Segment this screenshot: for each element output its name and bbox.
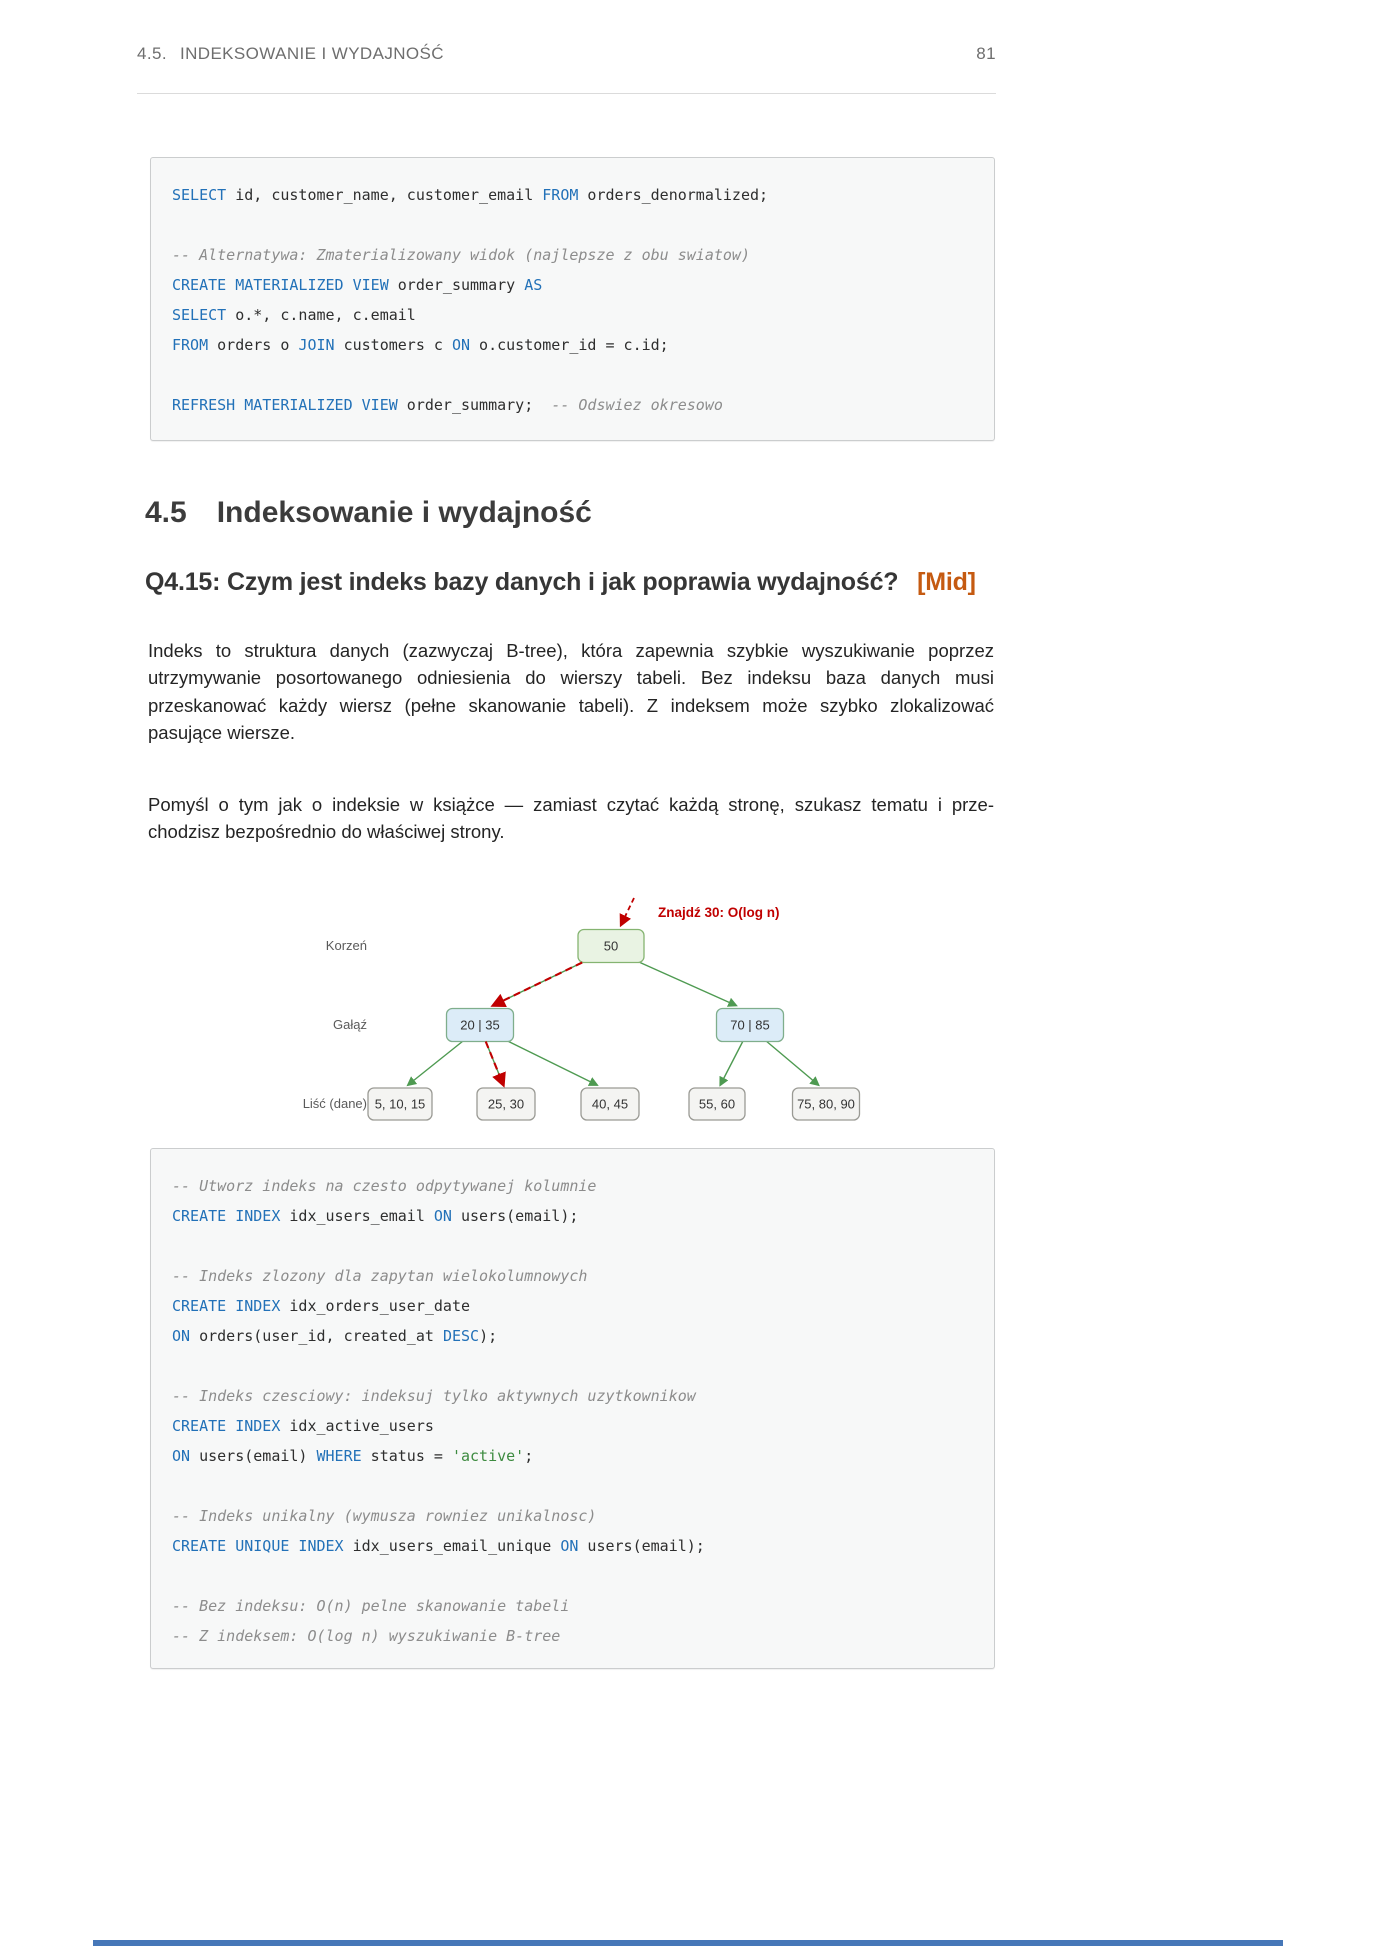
code-line: CREATE UNIQUE INDEX idx_users_email_unique ON users(email); xyxy=(172,1537,705,1555)
search-complexity-annotation: Znajdź 30: O(log n) xyxy=(658,905,780,920)
code-line xyxy=(172,1561,976,1591)
paragraph-line: chodzisz bezpośrednio do właściwej strony. xyxy=(148,821,505,843)
code-line: CREATE INDEX idx_users_email ON users(email); xyxy=(172,1207,579,1225)
btree-node-root xyxy=(578,930,644,963)
question-heading xyxy=(145,568,976,597)
code-line: -- Indeks zlozony dla zapytan wielokolumnowych xyxy=(172,1267,588,1285)
code-line: FROM orders o JOIN customers c ON o.customer_id = c.id; xyxy=(172,336,669,354)
btree-node-l3 xyxy=(581,1088,639,1120)
btree-node-l4 xyxy=(689,1088,745,1120)
code-line: ON orders(user_id, created_at DESC); xyxy=(172,1327,498,1345)
code-line xyxy=(172,1351,976,1381)
header-section xyxy=(137,44,444,64)
section-heading-number: 4.5 xyxy=(145,496,187,529)
svg-text:20 | 35: 20 | 35 xyxy=(460,1017,500,1033)
running-header xyxy=(137,44,996,64)
next-page-edge-strip xyxy=(93,1940,1283,1946)
body-paragraph xyxy=(148,637,994,747)
btree-node-l2 xyxy=(477,1088,535,1120)
svg-text:75, 80, 90: 75, 80, 90 xyxy=(797,1096,855,1112)
btree-node-b1 xyxy=(447,1009,514,1042)
header-section-title: INDEKSOWANIE I WYDAJNOŚĆ xyxy=(179,44,444,63)
question-label: Q4.15: xyxy=(145,568,221,596)
paragraph-line: pasujące wiersze. xyxy=(148,722,296,744)
diagram-level-label: Liść (dane) xyxy=(302,1096,367,1111)
code-line: REFRESH MATERIALIZED VIEW order_summary; -- Odswiez okresowo xyxy=(172,396,723,414)
code-line: CREATE INDEX idx_active_users xyxy=(172,1417,434,1435)
code-line xyxy=(172,1471,976,1501)
code-line xyxy=(172,210,976,240)
code-line: -- Utworz indeks na czesto odpytywanej kolumnie xyxy=(172,1177,597,1195)
paragraph-line: przeskanować każdy wiersz (pełne skanowanie tabeli). Z indeksem może szybko zlokalizować xyxy=(148,694,994,716)
sql-code-block-materialized-view xyxy=(150,157,995,441)
svg-text:25, 30: 25, 30 xyxy=(487,1096,525,1112)
paragraph-line: Indeks to struktura danych (zazwyczaj B-tree), która zapewnia szybkie wyszukiwanie poprzez xyxy=(148,640,994,661)
diagram-level-label: Korzeń xyxy=(325,938,367,953)
question-text: Czym jest indeks bazy danych i jak poprawia wydajność? xyxy=(226,568,899,596)
section-heading-title: Indeksowanie i wydajność xyxy=(216,496,592,529)
svg-text:70 | 85: 70 | 85 xyxy=(730,1017,770,1033)
paragraph-line: utrzymywanie posortowanego odniesienia do wierszy tabeli. Bez indeksu baza danych musi xyxy=(148,667,994,689)
code-line xyxy=(172,1231,976,1261)
paragraph-line: Pomyśl o tym jak o indeksie w książce — zamiast czytać każdą stronę, szukasz tematu i prze- xyxy=(148,794,994,815)
svg-text:40, 45: 40, 45 xyxy=(591,1096,629,1112)
page-number: 81 xyxy=(976,44,996,63)
btree-node-l5 xyxy=(793,1088,860,1120)
body-paragraph xyxy=(148,791,994,846)
code-line: -- Z indeksem: O(log n) wyszukiwanie B-tree xyxy=(172,1627,561,1645)
svg-text:55, 60: 55, 60 xyxy=(698,1096,736,1112)
code-line xyxy=(172,360,976,390)
section-heading xyxy=(145,496,592,530)
code-line: -- Indeks unikalny (wymusza rowniez unikalnosc) xyxy=(172,1507,597,1525)
code-line: -- Indeks czesciowy: indeksuj tylko aktywnych uzytkownikow xyxy=(172,1387,696,1405)
code-line: -- Alternatywa: Zmaterializowany widok (najlepsze z obu swiatow) xyxy=(172,246,750,264)
code-line: SELECT o.*, c.name, c.email xyxy=(172,306,416,324)
code-line: -- Bez indeksu: O(n) pelne skanowanie tabeli xyxy=(172,1597,570,1615)
header-section-number: 4.5. xyxy=(137,44,167,63)
diagram-level-label: Gałąź xyxy=(333,1017,367,1032)
code-line: CREATE INDEX idx_orders_user_date xyxy=(172,1297,471,1315)
svg-text:50: 50 xyxy=(603,938,619,954)
btree-node-b2 xyxy=(717,1009,784,1042)
difficulty-badge: [Mid] xyxy=(917,568,976,596)
sql-code-block-indexes xyxy=(150,1148,995,1669)
btree-node-l1 xyxy=(368,1088,432,1120)
code-line: CREATE MATERIALIZED VIEW order_summary AS xyxy=(172,276,543,294)
code-line: ON users(email) WHERE status = 'active'; xyxy=(172,1447,534,1465)
btree-diagram xyxy=(280,886,900,1130)
header-divider xyxy=(137,93,996,94)
code-line: SELECT id, customer_name, customer_email FROM orders_denormalized; xyxy=(172,186,769,204)
svg-text:5, 10, 15: 5, 10, 15 xyxy=(374,1096,426,1112)
